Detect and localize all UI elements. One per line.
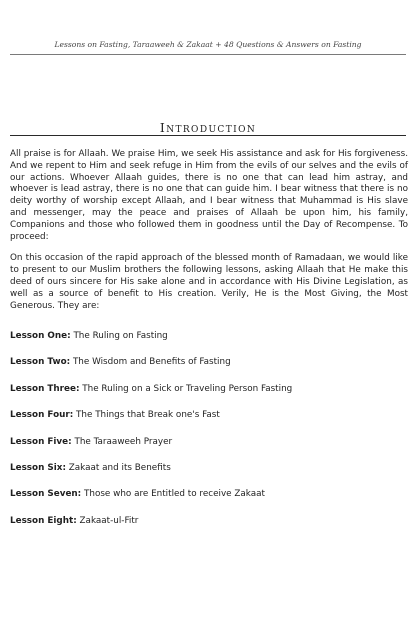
lesson-label: Lesson Six: bbox=[10, 462, 66, 473]
lesson-label: Lesson Four: bbox=[10, 410, 74, 421]
lesson-item-2 bbox=[10, 357, 408, 383]
section-title: Introduction bbox=[159, 120, 257, 135]
lesson-label: Lesson Eight: bbox=[10, 515, 77, 526]
paragraph-1: All praise is for Allaah. We praise Him, we seek His assistance and ask for His forgiveness. And we repent to Him and seek refuge in Him from the evils of our selves and the evils of our actions. Whoever Allaah guides, there is no one that can lead him astray, and whoever is lead astray, there is no one that can guide him. I bear witness that there is no deity worthy of worship except Allaah, and I bear witness that Muhammad is His slave and messenger, may the peace and praises of Allaah be upon him, his family, Companions and those who followed them in goodness until the Day of Recompense. To proceed: bbox=[10, 149, 408, 242]
paragraph-2: On this occasion of the rapid approach of the blessed month of Ramadaan, we would like to present to our Muslim brothers the following lessons, asking Allaah that He make this deed of ours sincere for His sake alone and in accordance with His Divine Legislation, as well as a source of benefit to His creation. Verily, He is the Most Giving, the Most Generous. They are: bbox=[10, 253, 408, 311]
lesson-item-5 bbox=[10, 437, 408, 463]
lesson-text: The Wisdom and Benefits of Fasting bbox=[72, 357, 231, 368]
lesson-text: The Ruling on Fasting bbox=[73, 331, 168, 341]
lesson-label: Lesson One: bbox=[10, 331, 71, 341]
lesson-label: Lesson Seven: bbox=[10, 489, 82, 500]
lesson-label: Lesson Five: bbox=[10, 436, 72, 447]
lesson-item-3 bbox=[10, 384, 408, 410]
lesson-item-8 bbox=[10, 516, 408, 542]
lesson-text: The Things that Break one's Fast bbox=[76, 410, 220, 421]
introduction-body bbox=[10, 149, 408, 322]
lesson-label: Lesson Two: bbox=[10, 357, 71, 368]
lesson-item-7 bbox=[10, 489, 408, 515]
lesson-text: Zakaat-ul-Fitr bbox=[79, 515, 139, 526]
title-rule bbox=[10, 135, 406, 136]
lesson-text: Those who are Entitled to receive Zakaat bbox=[84, 489, 265, 500]
lesson-text: Zakaat and its Benefits bbox=[68, 462, 171, 473]
running-header: Lessons on Fasting, Taraaweeh & Zakaat + 48 Questions & Answers on Fasting bbox=[54, 40, 362, 49]
lesson-text: The Taraaweeh Prayer bbox=[74, 436, 173, 447]
header-rule bbox=[10, 54, 406, 55]
lesson-item-1 bbox=[10, 331, 408, 357]
lesson-label: Lesson Three: bbox=[10, 383, 80, 394]
lesson-item-6 bbox=[10, 463, 408, 489]
lesson-text: The Ruling on a Sick or Traveling Person Fasting bbox=[82, 383, 293, 394]
lesson-item-4 bbox=[10, 410, 408, 436]
lesson-list bbox=[10, 331, 408, 542]
